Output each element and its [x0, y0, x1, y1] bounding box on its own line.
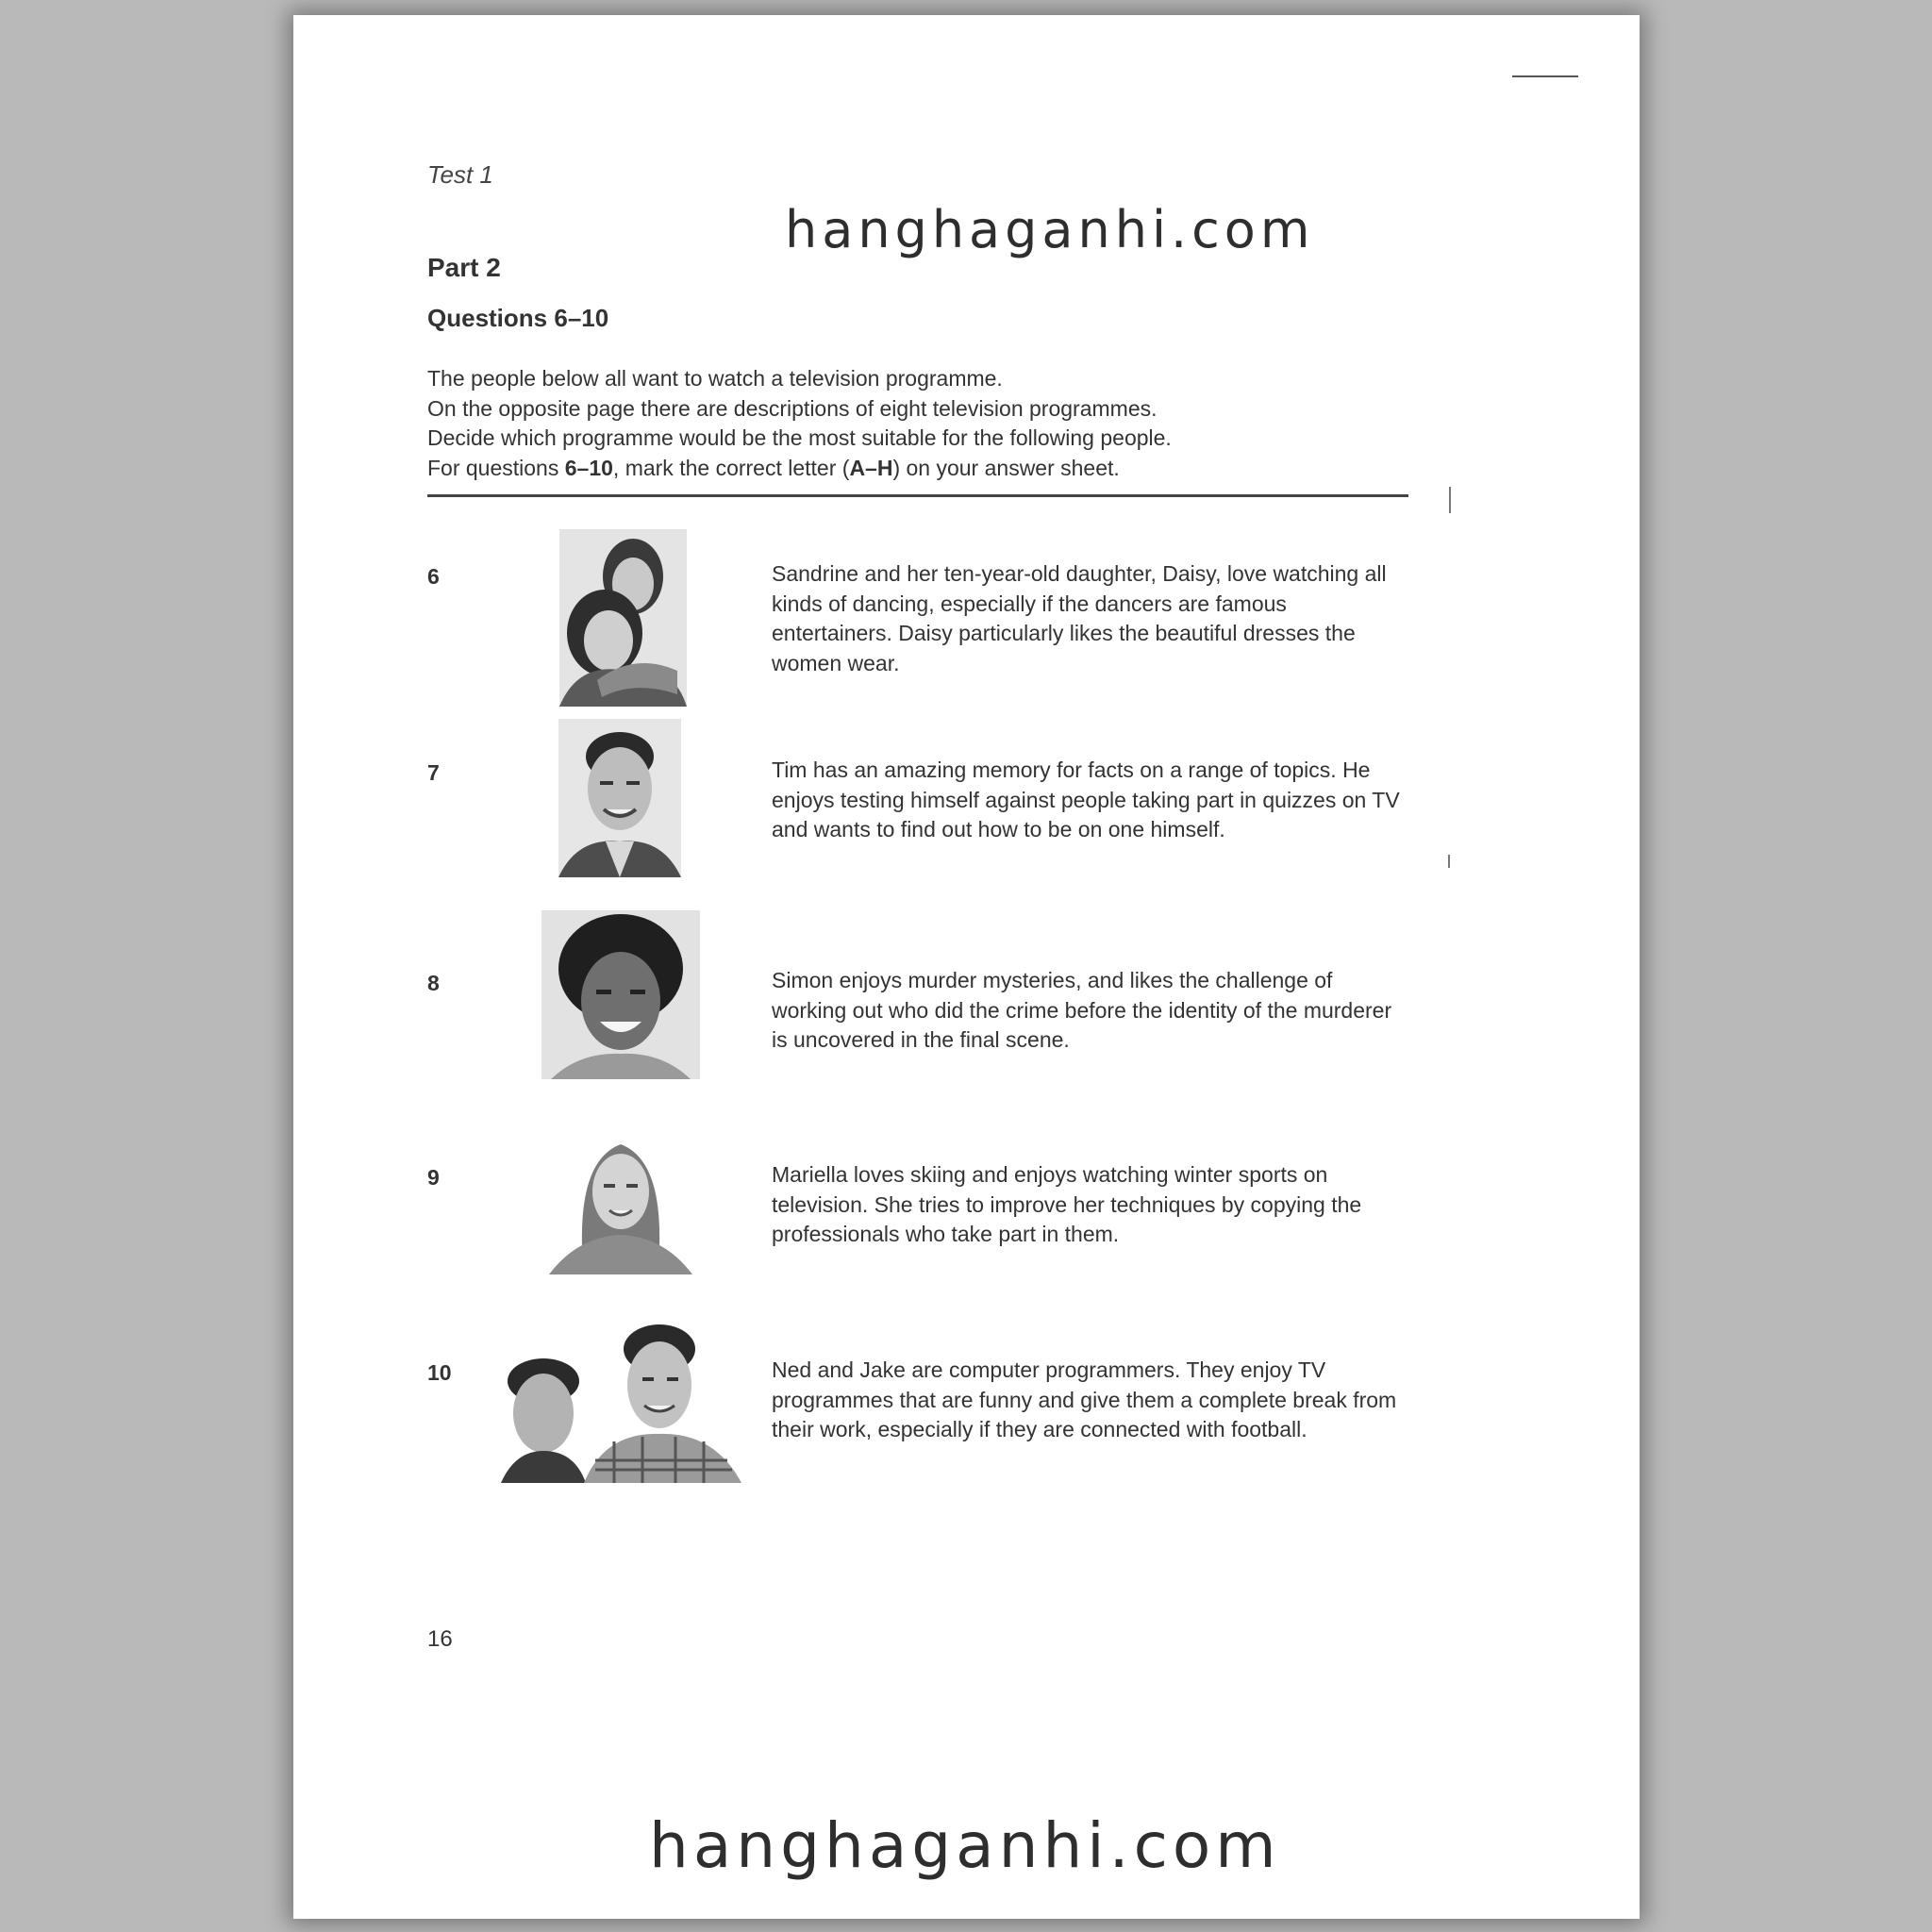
margin-mark	[1449, 487, 1451, 513]
corner-mark	[1512, 75, 1578, 77]
instruction-text: , mark the correct letter (	[612, 455, 850, 480]
question-number: 8	[427, 971, 440, 995]
instruction-line: Decide which programme would be the most suitable for the following people.	[427, 425, 1172, 450]
man-portrait-photo	[558, 719, 681, 877]
question-number: 10	[427, 1360, 452, 1385]
instructions	[427, 364, 1371, 483]
test-label: Test 1	[427, 160, 493, 189]
mother-daughter-photo	[559, 529, 687, 707]
divider	[427, 494, 1408, 497]
question-number: 7	[427, 760, 440, 785]
question-text: Tim has an amazing memory for facts on a range of topics. He enjoys testing himself against people taking part in quizzes on TV and wants to find out how to be on one himself.	[772, 758, 1400, 841]
part-title: Part 2	[427, 253, 501, 282]
instruction-text: ) on your answer sheet.	[892, 455, 1120, 480]
watermark-top: hanghaganhi.com	[785, 200, 1315, 259]
instruction-line: On the opposite page there are descriptions of eight television programmes.	[427, 395, 1158, 421]
woman-portrait-photo	[549, 1124, 692, 1274]
page-number: 16	[427, 1626, 453, 1652]
margin-mark	[1448, 855, 1450, 868]
two-men-photo	[501, 1319, 741, 1483]
letter-range: A–H	[849, 455, 893, 480]
questions-title: Questions 6–10	[427, 304, 609, 332]
question-range: 6–10	[564, 455, 613, 480]
curly-hair-man-photo	[541, 910, 700, 1079]
watermark-bottom: hanghaganhi.com	[649, 1809, 1281, 1882]
instruction-line	[427, 454, 1371, 484]
question-text: Sandrine and her ten-year-old daughter, Daisy, love watching all kinds of dancing, especially if the dancers are famous entertainers. Daisy particularly likes the beautiful dresses the women wear.	[772, 561, 1387, 675]
instruction-line: The people below all want to watch a television programme.	[427, 366, 1003, 391]
document-page	[293, 15, 1640, 1919]
question-number: 6	[427, 564, 440, 589]
question-text: Ned and Jake are computer programmers. They enjoy TV programmes that are funny and give them a complete break from their work, especially if they are connected with football.	[772, 1357, 1397, 1441]
question-number: 9	[427, 1165, 440, 1190]
instruction-text: For questions	[427, 455, 565, 480]
question-text: Simon enjoys murder mysteries, and likes the challenge of working out who did the crime before the identity of the murderer is uncovered in the final scene.	[772, 968, 1392, 1052]
question-text: Mariella loves skiing and enjoys watching winter sports on television. She tries to improve her techniques by copying the professionals who take part in them.	[772, 1162, 1362, 1246]
